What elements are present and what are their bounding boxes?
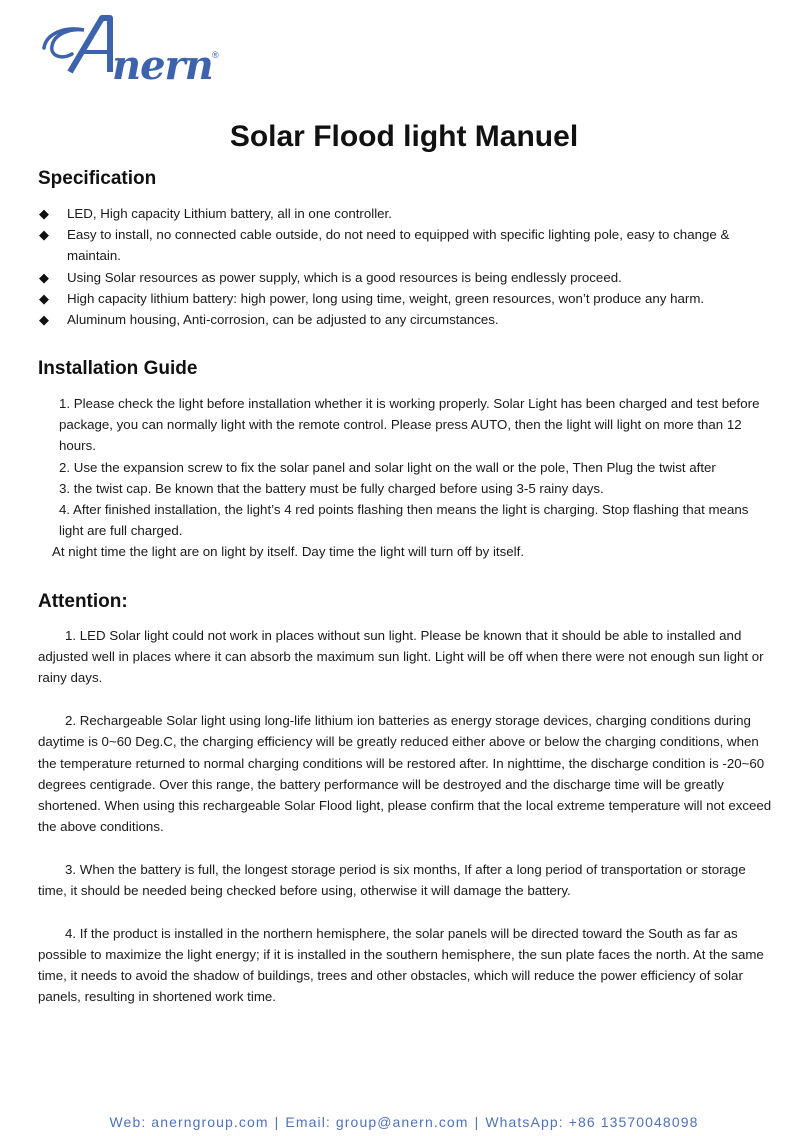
diamond-bullet-icon: ◆	[39, 312, 49, 328]
installation-steps	[52, 393, 760, 563]
attention-heading: Attention:	[38, 591, 128, 612]
diamond-bullet-icon: ◆	[39, 290, 49, 306]
footer-separator: |	[274, 1114, 280, 1130]
spec-item: ◆ LED, High capacity Lithium battery, all in one controller.	[38, 203, 778, 224]
spec-item: ◆ Easy to install, no connected cable outside, do not need to equipped with specific lighting pole, easy to change & maintain.	[38, 224, 778, 266]
spec-item: ◆ Aluminum housing, Anti-corrosion, can be adjusted to any circumstances.	[38, 309, 778, 330]
footer-email: Email: group@anern.com	[285, 1114, 469, 1130]
footer-web: Web: anerngroup.com	[109, 1114, 269, 1130]
specification-list	[38, 203, 778, 330]
installation-step: 2. Use the expansion screw to fix the solar panel and solar light on the wall or the pole, Then Plug the twist after	[59, 459, 716, 475]
attention-paragraph: 1. LED Solar light could not work in places without sun light. Please be known that it should be able to installed and adjusted well in places where it can absorb the maximum sun light. Light will be off when there were not enough sun light or rainy days.	[38, 628, 764, 686]
installation-heading: Installation Guide	[38, 358, 198, 379]
attention-paragraph: 3. When the battery is full, the longest storage period is six months, If after a long period of transportation or storage time, it should be needed being checked before using, otherwise it will damage the battery.	[38, 861, 746, 899]
footer-whatsapp: WhatsApp: +86 13570048098	[485, 1114, 699, 1130]
specification-heading: Specification	[38, 168, 157, 189]
installation-step: 4. After finished installation, the light’s 4 red points flashing then means the light is charging. Stop flashing that means light are full charged.	[59, 502, 749, 539]
page-title: Solar Flood light Manuel	[229, 120, 579, 153]
attention-paragraph: 4. If the product is installed in the northern hemisphere, the solar panels will be directed toward the South as far as possible to maximize the light energy; if it is installed in the southern hemisphere, the sun plate faces the north. At the same time, it needs to avoid the shadow of buildings, trees and other obstacles, which will reduce the power efficiency of solar panels, resulting in shortened work time.	[38, 925, 764, 1005]
footer-contact	[0, 1114, 808, 1130]
diamond-bullet-icon: ◆	[39, 206, 49, 221]
attention-paragraphs	[38, 625, 774, 1029]
installation-step: 3. the twist cap. Be known that the battery must be fully charged before using 3-5 rainy days.	[59, 480, 604, 496]
brand-logo	[40, 14, 219, 89]
installation-step: 1. Please check the light before installation whether it is working properly. Solar Light has been charged and test before package, you can normally light with the remote control. Please press AUTO, then the light will light on more than 12 hours.	[59, 396, 760, 454]
diamond-bullet-icon: ◆	[39, 269, 49, 285]
footer-separator: |	[474, 1114, 480, 1130]
attention-paragraph: 2. Rechargeable Solar light using long-life lithium ion batteries as energy storage devices, charging conditions during daytime is 0~60 Deg.C, the charging efficiency will be greatly reduced either above or below the charging conditions, when the temperature returned to normal charging conditions will be restored after. In nighttime, the discharge condition is -20~60 degrees centigrade. Over this range, the battery performance will be destroyed and the discharge time will be greatly shortened. When using this rechargeable Solar Flood light, please confirm that the local extreme temperature will not exceed the above conditions.	[38, 713, 772, 835]
installation-note: At night time the light are on light by itself. Day time the light will turn off by itself.	[52, 544, 525, 560]
spec-item: ◆ High capacity lithium battery: high power, long using time, weight, green resources, won’t produce any harm.	[38, 288, 778, 309]
diamond-bullet-icon: ◆	[39, 227, 49, 243]
logo-registered-mark: ®	[212, 50, 219, 60]
spec-item: ◆ Using Solar resources as power supply, which is a good resources is being endlessly proceed.	[38, 267, 778, 288]
logo-wordmark: nern	[112, 42, 213, 89]
